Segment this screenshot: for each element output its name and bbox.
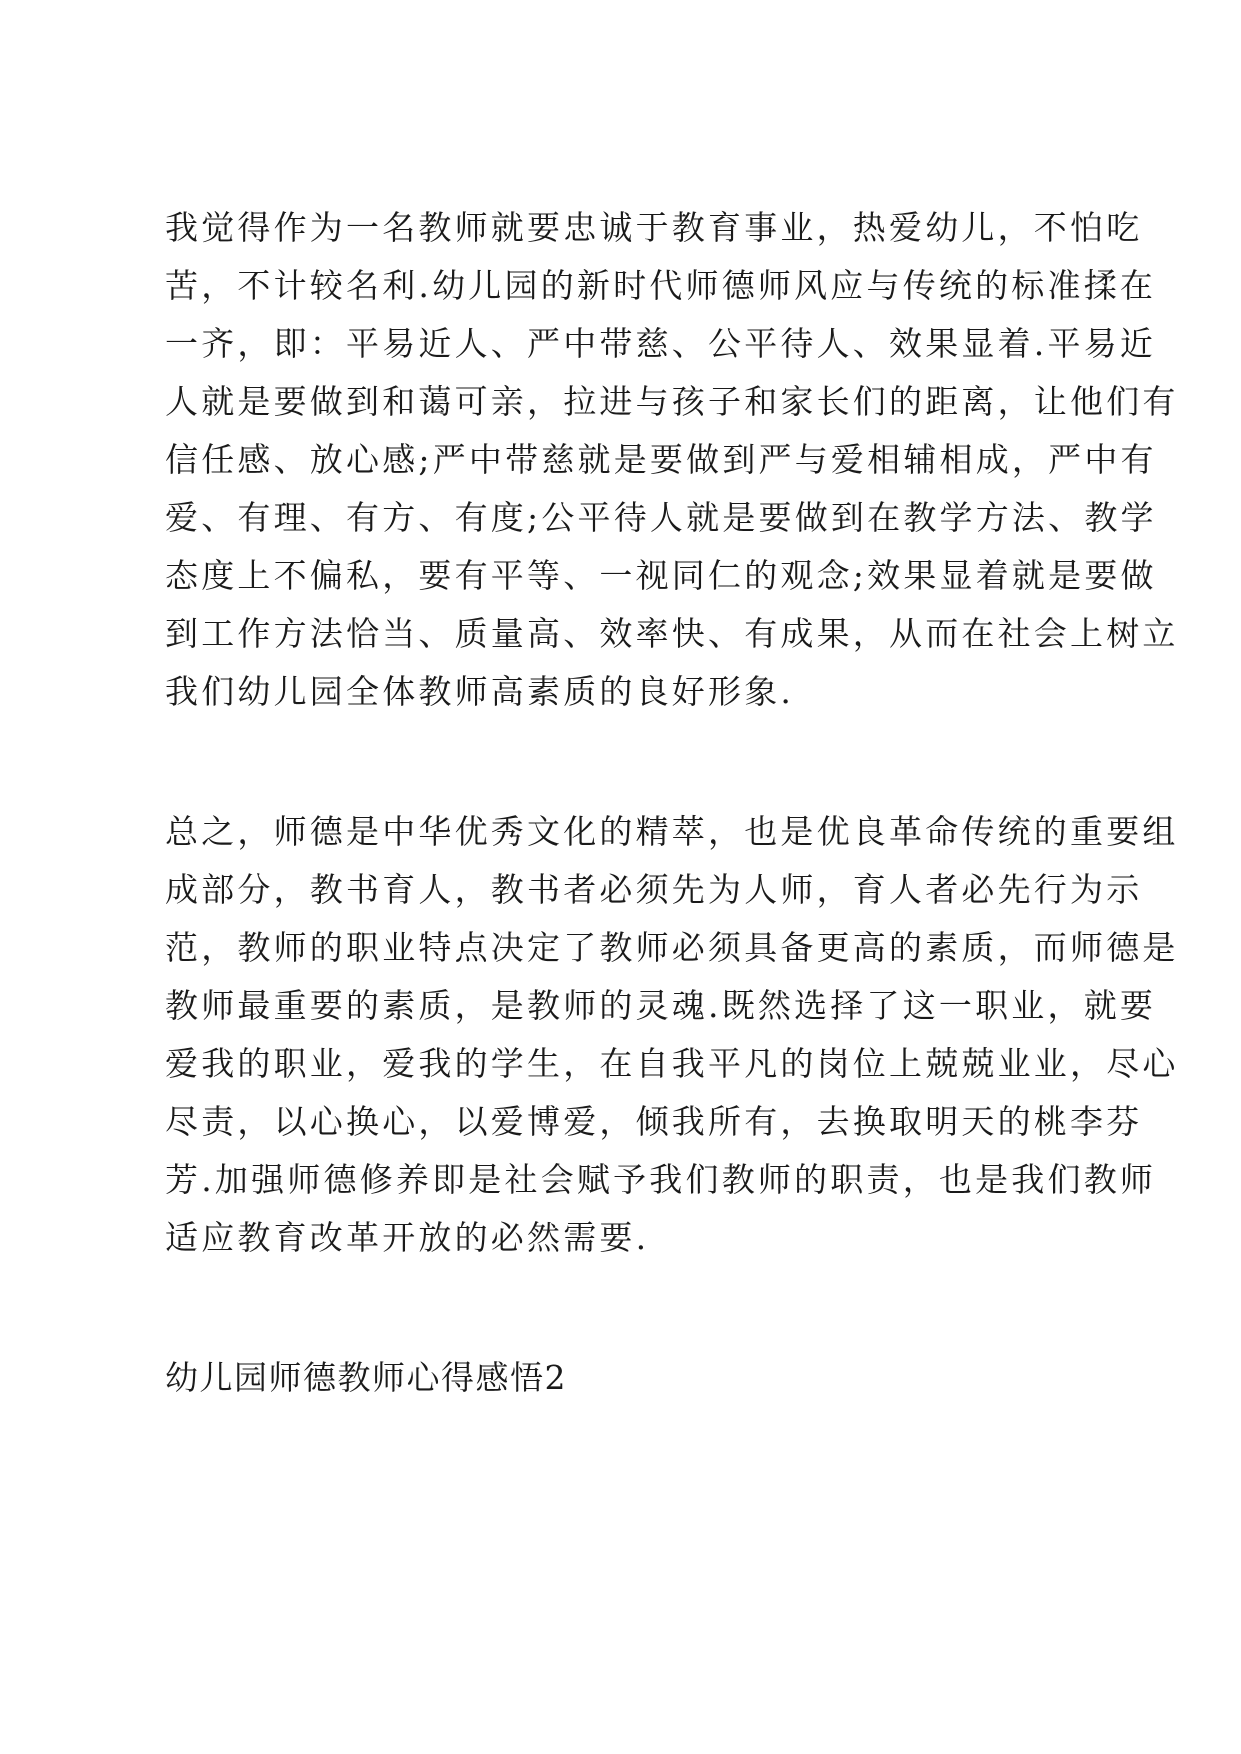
paragraph-line: 爱我的职业，爱我的学生，在自我平凡的岗位上兢兢业业，尽心 (165, 1044, 1179, 1083)
paragraph-line: 一齐，即：平易近人、严中带慈、公平待人、效果显着.平易近 (165, 324, 1157, 363)
paragraph-line: 到工作方法恰当、质量高、效率快、有成果，从而在社会上树立 (165, 614, 1179, 653)
section-heading: 幼儿园师德教师心得感悟2 (165, 1358, 567, 1397)
paragraph-line: 信任感、放心感;严中带慈就是要做到严与爱相辅相成，严中有 (165, 440, 1157, 479)
paragraph-line: 范，教师的职业特点决定了教师必须具备更高的素质，而师德是 (165, 928, 1179, 967)
paragraph-line: 态度上不偏私，要有平等、一视同仁的观念;效果显着就是要做 (165, 556, 1157, 595)
paragraph-line: 成部分，教书育人，教书者必须先为人师，育人者必先行为示 (165, 870, 1143, 909)
paragraph-line: 适应教育改革开放的必然需要. (165, 1218, 650, 1257)
paragraph-line: 总之，师德是中华优秀文化的精萃，也是优良革命传统的重要组 (165, 812, 1179, 851)
paragraph-line: 教师最重要的素质，是教师的灵魂.既然选择了这一职业，就要 (165, 986, 1157, 1025)
paragraph-line: 尽责，以心换心，以爱博爱，倾我所有，去换取明天的桃李芬 (165, 1102, 1143, 1141)
paragraph-line: 苦，不计较名利.幼儿园的新时代师德师风应与传统的标准揉在 (165, 266, 1157, 305)
paragraph-line: 芳.加强师德修养即是社会赋予我们教师的职责，也是我们教师 (165, 1160, 1157, 1199)
paragraph-line: 爱、有理、有方、有度;公平待人就是要做到在教学方法、教学 (165, 498, 1157, 537)
paragraph-line: 我觉得作为一名教师就要忠诚于教育事业，热爱幼儿，不怕吃 (165, 208, 1143, 247)
paragraph-line: 我们幼儿园全体教师高素质的良好形象. (165, 672, 795, 711)
paragraph-line: 人就是要做到和蔼可亲，拉进与孩子和家长们的距离，让他们有 (165, 382, 1179, 421)
